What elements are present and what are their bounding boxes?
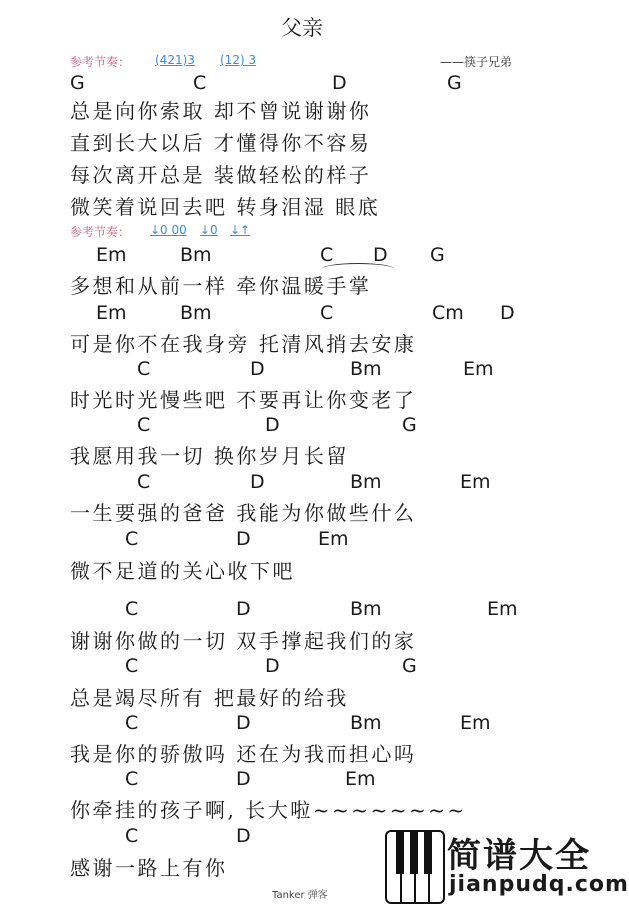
chord-symbol: Em — [318, 528, 349, 550]
footer-credit: Tanker 弹客 — [272, 890, 328, 901]
chord-symbol: Em — [345, 768, 376, 790]
chord-symbol: Bm — [350, 712, 382, 734]
chord-symbol: C — [125, 655, 139, 677]
chord-symbol: C — [125, 712, 139, 734]
lyric-line: 总是向你索取 却不曾说谢谢你 — [70, 99, 372, 123]
rhythm-strum: ↓0 — [200, 223, 218, 237]
chord-symbol: Cm — [432, 302, 464, 324]
rhythm-strum: ↓↑ — [230, 223, 251, 237]
chord-symbol: D — [236, 528, 251, 550]
chord-symbol: D — [236, 825, 251, 847]
chord-symbol: Bm — [180, 302, 212, 324]
logo-text: 简谱大全 — [447, 836, 591, 876]
chord-symbol: Em — [96, 302, 127, 324]
rhythm-strum: ↓0 00 — [150, 223, 187, 237]
rhythm-pattern: (421)3 — [155, 53, 195, 67]
lyric-line: 多想和从前一样 牵你温暖手掌 — [70, 274, 372, 298]
chord-symbol: Em — [463, 358, 494, 380]
chord-symbol: Bm — [350, 471, 382, 493]
song-author: ——筷子兄弟 — [440, 55, 513, 69]
logo-domain: jianpudq.com — [449, 872, 629, 897]
lyric-line: 一生要强的爸爸 我能为你做些什么 — [70, 501, 417, 525]
chord-symbol: C — [137, 471, 151, 493]
lyric-line: 我愿用我一切 换你岁月长留 — [70, 444, 349, 468]
lyric-line: 感谢一路上有你 — [70, 856, 228, 880]
chord-symbol: D — [250, 471, 265, 493]
lyric-line: 你牵挂的孩子啊, 长大啦~~~~~~~~ — [70, 798, 467, 822]
site-logo — [385, 826, 629, 904]
lyric-line: 微笑着说回去吧 转身泪湿 眼底 — [70, 195, 381, 219]
chord-symbol: D — [373, 244, 388, 266]
chord-symbol: Em — [487, 598, 518, 620]
chord-symbol: G — [70, 72, 85, 94]
chord-symbol: Bm — [180, 244, 212, 266]
chord-symbol: D — [265, 655, 280, 677]
lyric-line: 我是你的骄傲吗 还在为我而担心吗 — [70, 742, 417, 766]
chord-symbol: D — [265, 414, 280, 436]
chord-symbol: D — [236, 768, 251, 790]
chord-symbol: D — [250, 358, 265, 380]
rhythm-label: 参考节奏： — [70, 55, 131, 69]
rhythm-pattern: (12) 3 — [220, 53, 257, 67]
chord-symbol: C — [125, 528, 139, 550]
chord-symbol: D — [236, 598, 251, 620]
chord-symbol: C — [137, 358, 151, 380]
chord-symbol: D — [236, 712, 251, 734]
chord-symbol: C — [320, 302, 334, 324]
chord-symbol: C — [320, 244, 334, 266]
lyric-line: 微不足道的关心收下吧 — [70, 559, 295, 583]
chord-symbol: G — [402, 414, 417, 436]
chord-symbol: C — [125, 768, 139, 790]
rhythm-label: 参考节奏： — [70, 225, 131, 239]
chord-symbol: G — [447, 72, 462, 94]
lyric-line: 时光时光慢些吧 不要再让你变老了 — [70, 388, 417, 412]
chord-symbol: Em — [460, 712, 491, 734]
lyric-line: 谢谢你做的一切 双手撑起我们的家 — [70, 629, 417, 653]
lyric-line: 每次离开总是 装做轻松的样子 — [70, 163, 372, 187]
song-title: 父亲 — [281, 16, 323, 40]
chord-symbol: Bm — [350, 358, 382, 380]
chord-symbol: G — [402, 655, 417, 677]
chord-symbol: Em — [96, 244, 127, 266]
chord-symbol: Bm — [350, 598, 382, 620]
lyric-line: 总是竭尽所有 把最好的给我 — [70, 686, 349, 710]
tie-mark — [322, 263, 394, 270]
chord-symbol: D — [332, 72, 347, 94]
chord-symbol: G — [430, 244, 445, 266]
chord-symbol: C — [125, 598, 139, 620]
piano-keys-icon — [385, 830, 445, 904]
chord-symbol: C — [125, 825, 139, 847]
chord-symbol: C — [193, 72, 207, 94]
chord-symbol: Em — [460, 471, 491, 493]
lyric-line: 直到长大以后 才懂得你不容易 — [70, 131, 372, 155]
chord-symbol: C — [137, 414, 151, 436]
chord-symbol: D — [500, 302, 515, 324]
lyric-line: 可是你不在我身旁 托清风捎去安康 — [70, 332, 417, 356]
